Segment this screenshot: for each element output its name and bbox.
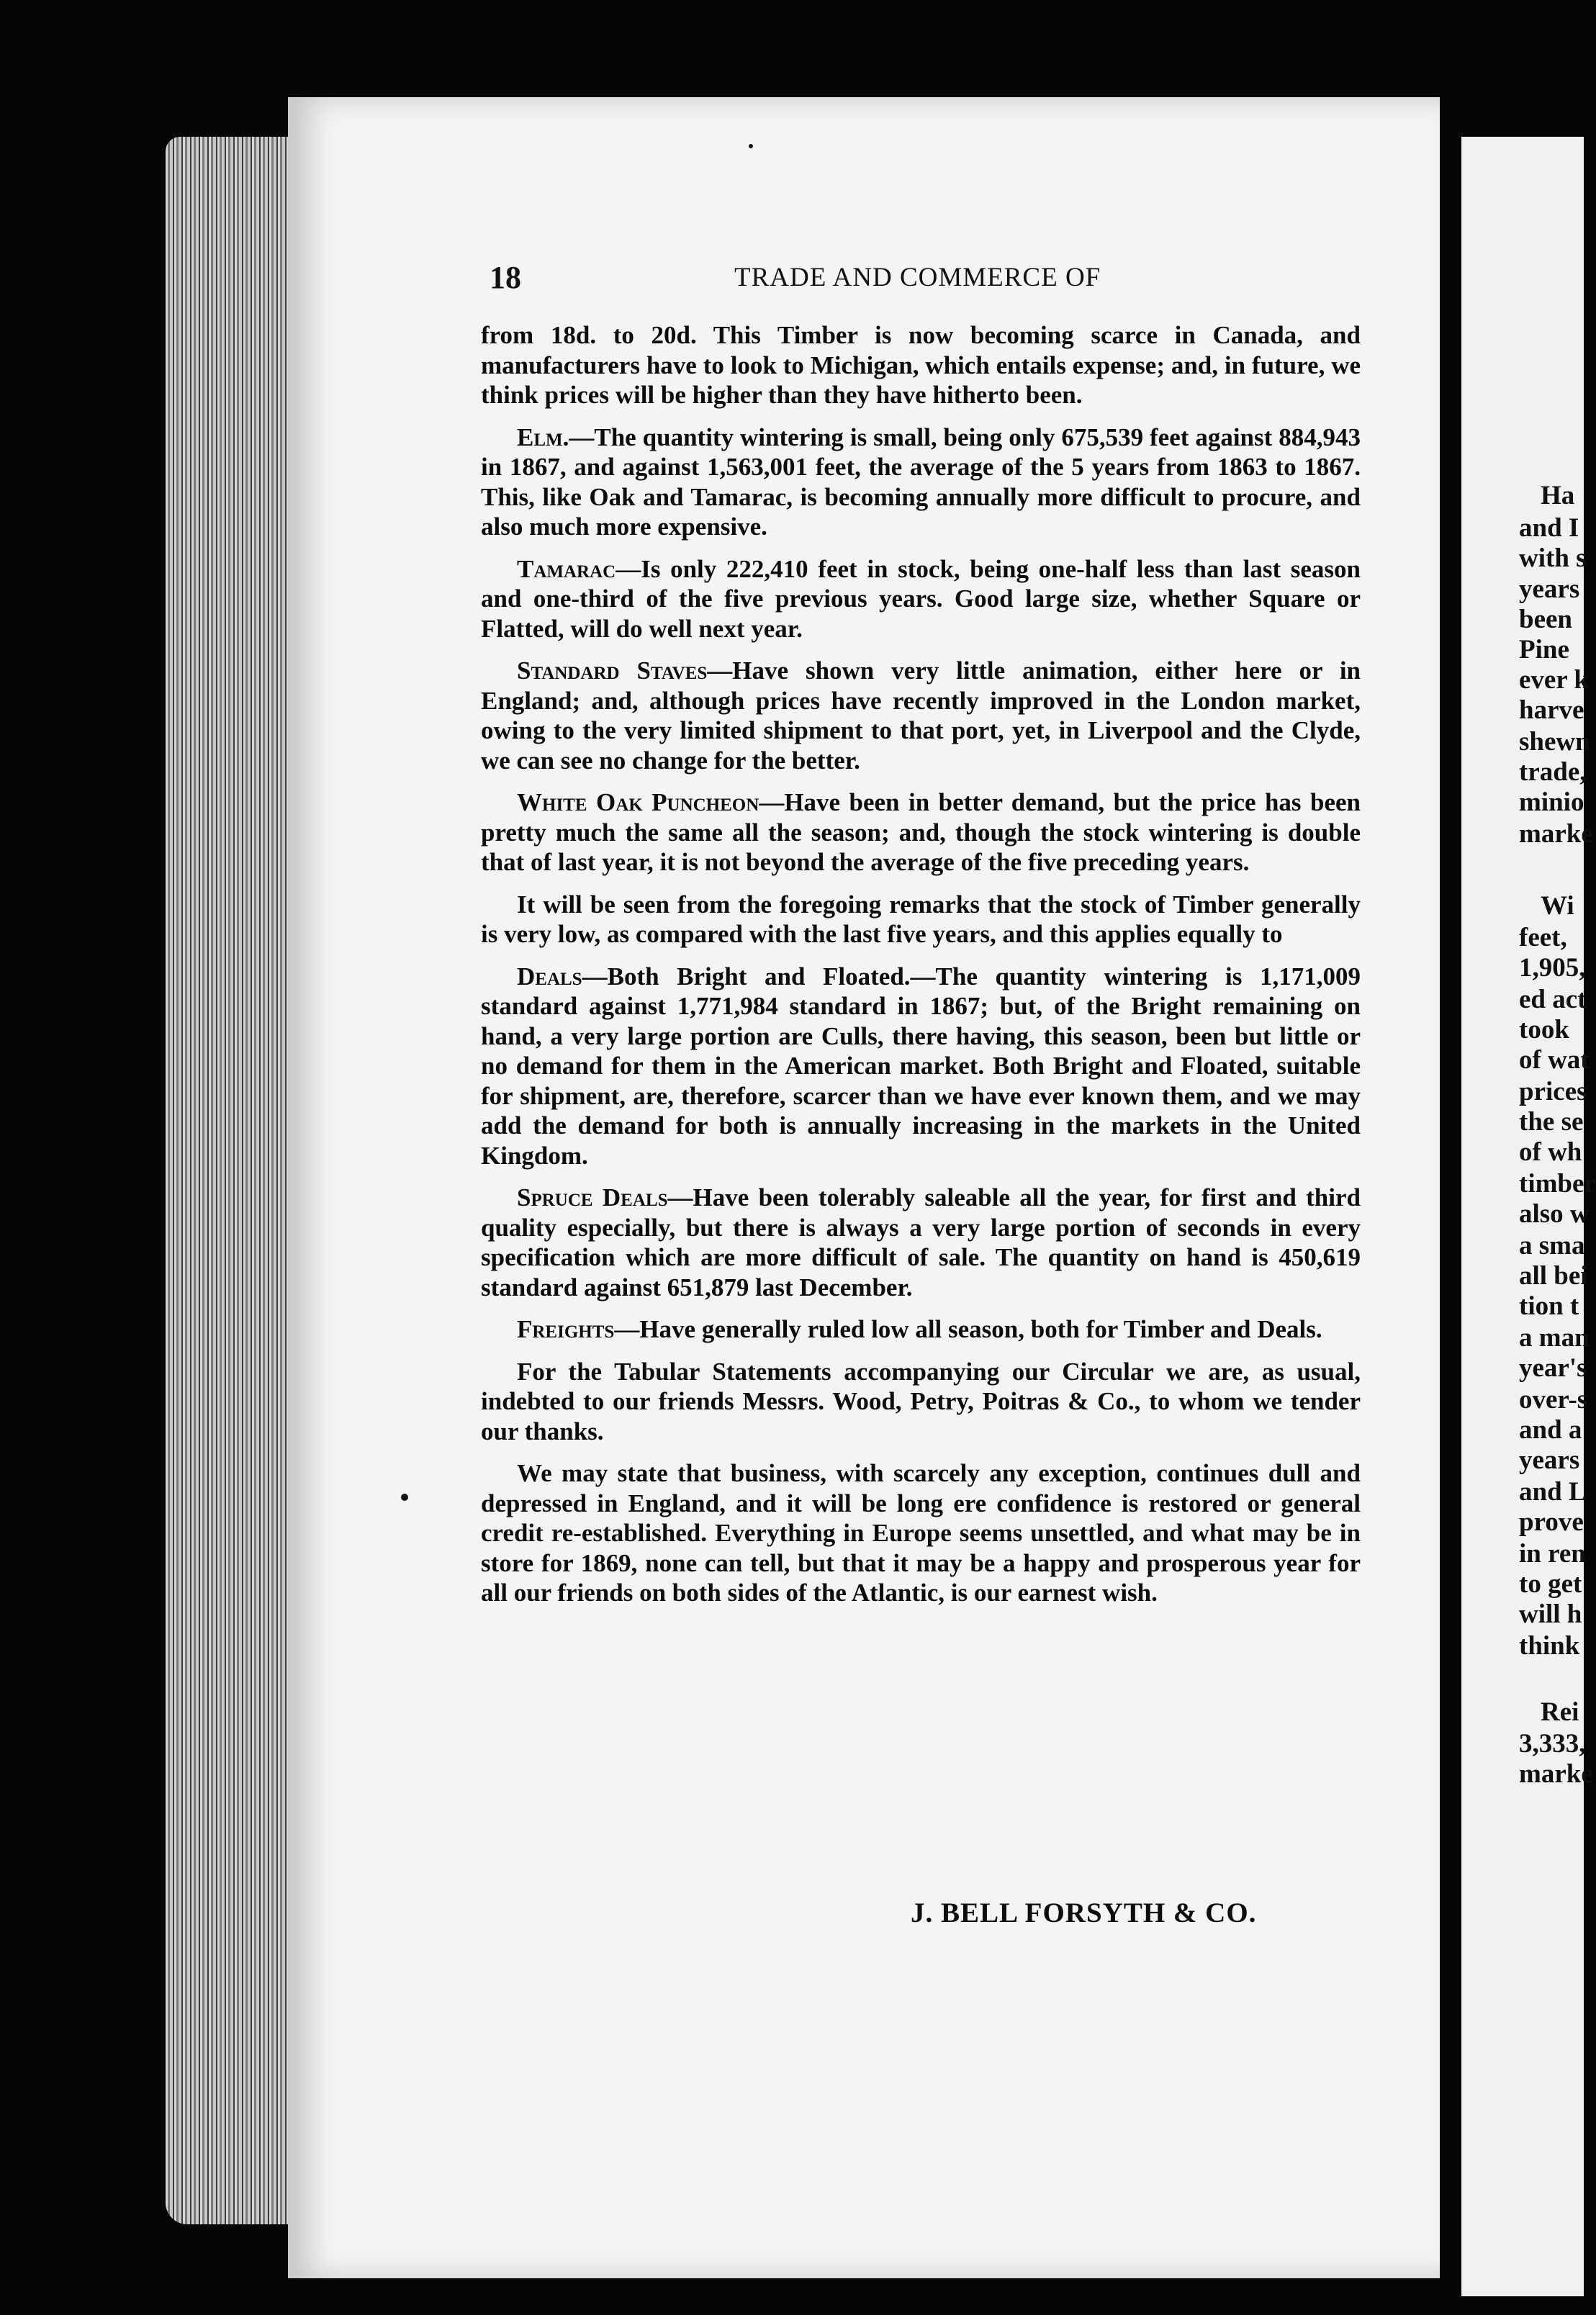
facing-page-line: of wh: [1519, 1137, 1582, 1167]
paragraph-text: —Is only 222,410 feet in stock, being one-half less than last season and one-third of the five previous years. Good large size, whether Square or Flatted, will do well next year.: [481, 554, 1361, 643]
facing-page-line: to get: [1519, 1569, 1582, 1599]
paragraph: [481, 1314, 1361, 1345]
facing-page-line: minio: [1519, 788, 1584, 817]
paragraph: [481, 656, 1361, 775]
facing-page-line: been: [1519, 605, 1572, 634]
facing-page-line: ever k: [1519, 665, 1589, 695]
facing-page-line: think: [1519, 1631, 1580, 1661]
facing-page-line: will h: [1519, 1599, 1582, 1629]
paragraph: [481, 788, 1361, 877]
running-head: TRADE AND COMMERCE OF: [734, 263, 1101, 292]
paragraph: [481, 1458, 1361, 1608]
facing-page-line: and L: [1519, 1477, 1587, 1507]
facing-page-line: year's: [1519, 1353, 1587, 1383]
facing-page-line: marke: [1519, 1759, 1593, 1789]
facing-page-line: and a: [1519, 1415, 1582, 1445]
facing-page-line: the se: [1519, 1107, 1584, 1137]
paragraph-lead: Freights: [517, 1315, 615, 1343]
facing-page-line: with s: [1519, 543, 1587, 573]
facing-page-line: and I: [1519, 513, 1579, 543]
facing-page-line: trade,: [1519, 757, 1587, 787]
paragraph: [481, 962, 1361, 1171]
facing-page-line: feet,: [1519, 923, 1567, 952]
ink-speck: [749, 144, 753, 148]
paragraph-text: —Have been tolerably saleable all the year, for first and third quality especially, but there is always a very large portion of seconds in every specification which are more difficult of sale. The quantity on hand is 450,619 standard against 651,879 last December.: [481, 1183, 1361, 1301]
paragraph-lead: Deals: [517, 962, 582, 990]
paragraph-text: —Have shown very little animation, either here or in England; and, although prices have recently improved in the London market, owing to the very limited shipment to that port, yet, in Liverpool and the Clyde, we can see no change for the better.: [481, 656, 1361, 775]
paragraph: [481, 423, 1361, 542]
facing-page-line: years: [1519, 574, 1580, 604]
paragraph-text: We may state that business, with scarcely any exception, continues dull and depressed in England, and it will be long ere confidence is restored or general credit re-established. Everything in Europe seems unsettled, and what may be in store for 1869, none can tell, but that it may be a happy and prosperous year for all our friends on both sides of the Atlantic, is our earnest wish.: [481, 1459, 1361, 1607]
facing-page-line: all bei: [1519, 1261, 1588, 1291]
paragraph-text: It will be seen from the foregoing remarks that the stock of Timber generally is very low, as compared with the last five years, and this applies equally to: [481, 890, 1361, 948]
facing-page-line: timber: [1519, 1169, 1596, 1199]
facing-page: [1461, 137, 1596, 2296]
paragraph-text: —The quantity wintering is small, being only 675,539 feet against 884,943 in 1867, and against 1,563,001 feet, the average of the 5 years from 1863 to 1867. This, like Oak and Tamarac, is becoming annually more difficult to procure, and also much more expensive.: [481, 423, 1361, 541]
facing-page-line: harve: [1519, 695, 1584, 725]
facing-page-line: also w: [1519, 1199, 1590, 1229]
paragraph-text: —Both Bright and Floated.—The quantity wintering is 1,171,009 standard against 1,771,984 standard in 1867; but, of the Bright remaining on hand, a very large portion are Culls, there having, this season, been but little or no demand for them in the American market. Both Bright and Floated, suitable for shipment, are, therefore, scarcer than we have ever known them, and we may add the demand for both is annually increasing in the markets in the United Kingdom.: [481, 962, 1361, 1170]
paragraph-lead: White Oak Puncheon: [517, 788, 759, 816]
facing-page-line: Rei: [1541, 1697, 1579, 1727]
facing-page-line: ed act: [1519, 985, 1587, 1014]
paragraph-lead: Standard Staves: [517, 656, 708, 685]
facing-page-line: Wi: [1541, 891, 1574, 921]
facing-page-line: Pine: [1519, 635, 1569, 664]
paragraph-text: from 18d. to 20d. This Timber is now becoming scarce in Canada, and manufacturers have to look to Michigan, which entails expense; and, in future, we think prices will be higher than they have hitherto been.: [481, 321, 1361, 409]
facing-page-line: marke: [1519, 819, 1593, 849]
page-header: [490, 259, 1368, 295]
paragraph: [481, 320, 1361, 410]
paragraph-text: For the Tabular Statements accompanying our Circular we are, as usual, indebted to our friends Messrs. Wood, Petry, Poitras & Co., to whom we tender our thanks.: [481, 1357, 1361, 1445]
paragraph-lead: Spruce Deals: [517, 1183, 668, 1211]
facing-page-line: 3,333,: [1519, 1729, 1586, 1759]
facing-page-line: a sma: [1519, 1231, 1585, 1260]
paragraph: [481, 1357, 1361, 1447]
facing-page-line: over-s: [1519, 1385, 1588, 1414]
signature: J. BELL FORSYTH & CO.: [911, 1897, 1257, 1928]
paragraph-lead: Tamarac: [517, 554, 616, 583]
facing-page-line: Ha: [1541, 481, 1575, 510]
page-edges: [166, 137, 302, 2224]
paragraph-text: —Have generally ruled low all season, both for Timber and Deals.: [614, 1315, 1322, 1343]
paragraph-lead: Elm.: [517, 423, 569, 451]
ink-speck: [401, 1494, 408, 1501]
paragraph: [481, 554, 1361, 644]
paragraph-text: —Have been in better demand, but the price has been pretty much the same all the season; and, though the stock wintering is double that of last year, it is not beyond the average of the five preceding years.: [481, 788, 1361, 876]
facing-page-line: took: [1519, 1015, 1569, 1044]
facing-page-line: shewn: [1519, 727, 1590, 757]
paragraph: [481, 1183, 1361, 1302]
facing-page-line: prove: [1519, 1507, 1584, 1537]
facing-page-line: prices: [1519, 1077, 1587, 1106]
facing-page-line: of wat: [1519, 1045, 1590, 1075]
facing-page-line: in ren: [1519, 1539, 1586, 1569]
paragraph: [481, 890, 1361, 949]
facing-page-line: years: [1519, 1445, 1580, 1475]
body-text: [481, 320, 1361, 1620]
facing-page-line: tion t: [1519, 1291, 1579, 1321]
facing-page-line: a man: [1519, 1323, 1590, 1353]
facing-page-line: 1,905,: [1519, 953, 1586, 983]
page-number: 18: [490, 260, 521, 295]
